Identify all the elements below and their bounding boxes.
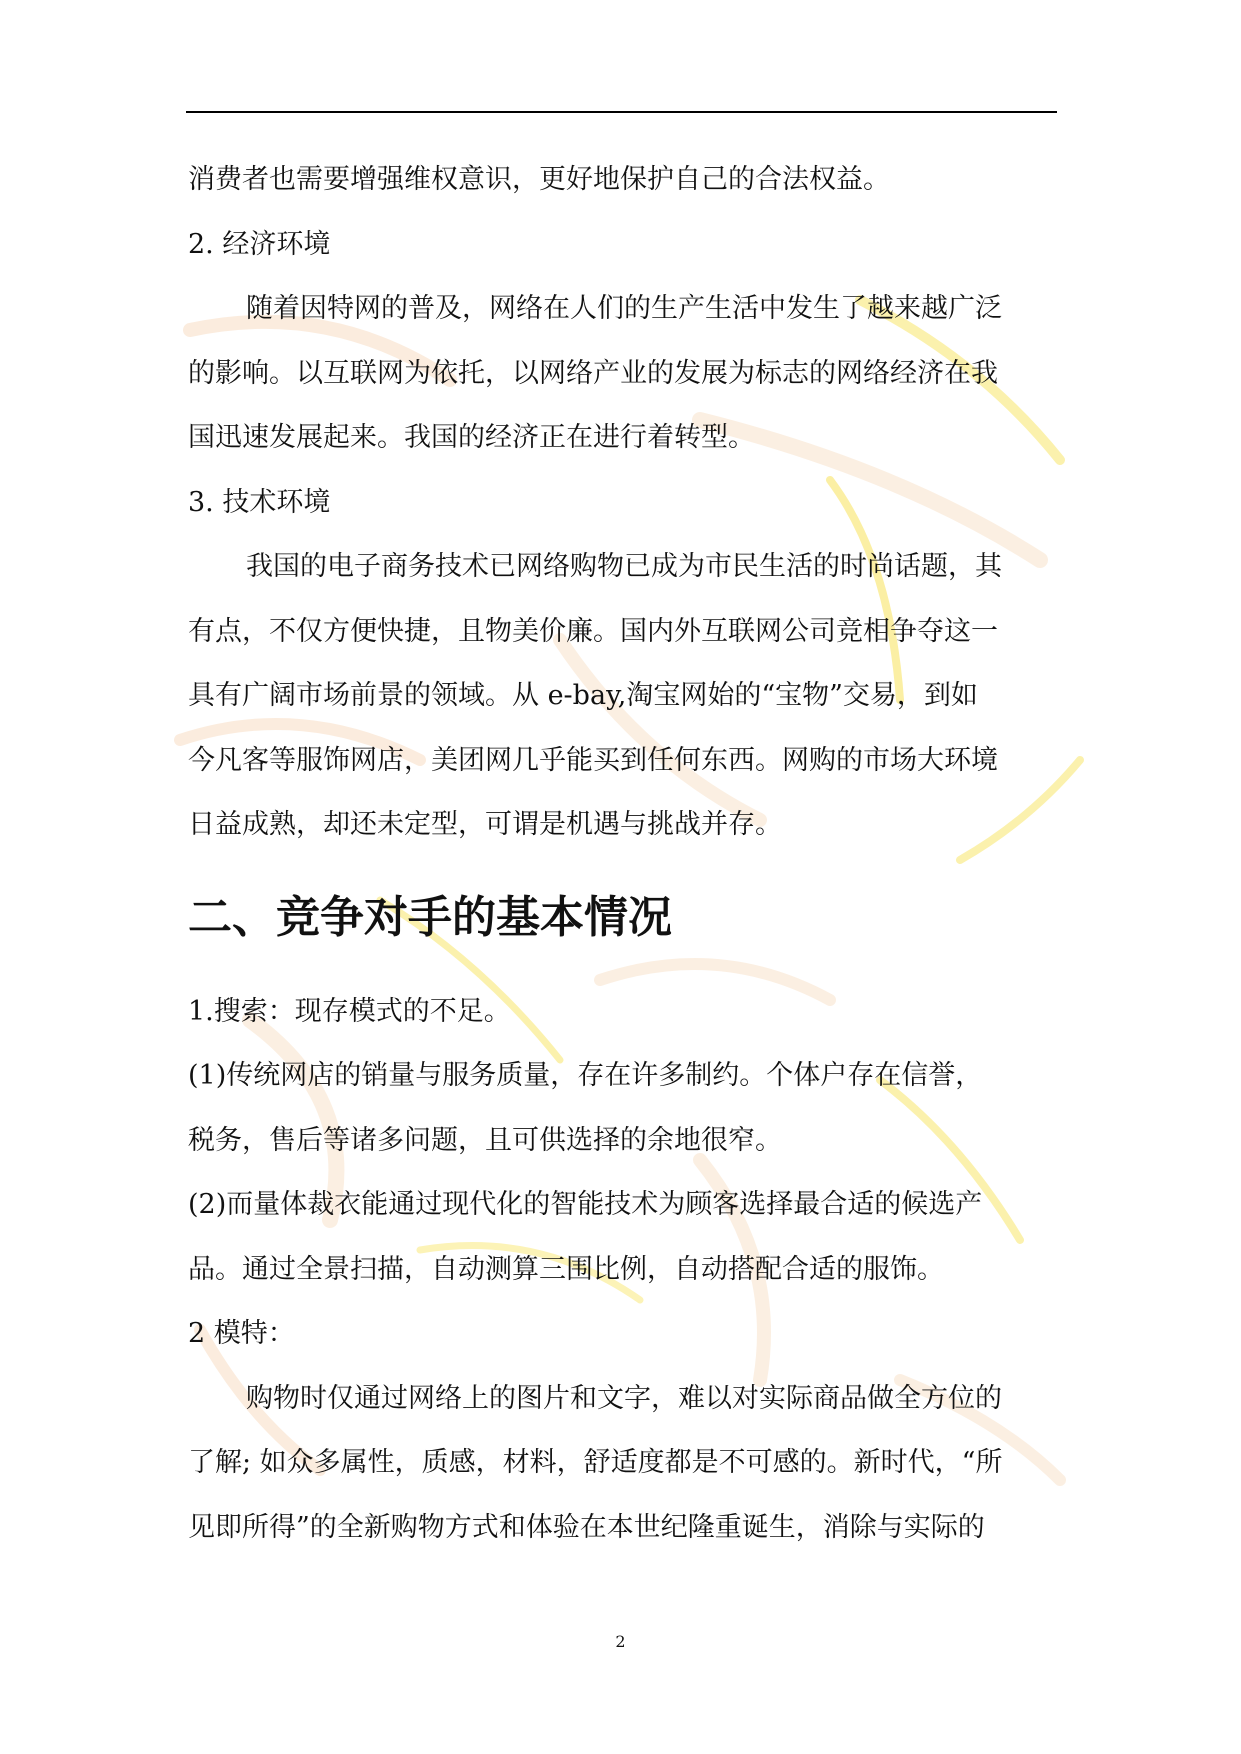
paragraph (188, 1302, 1055, 1367)
paragraphs-before-section (188, 148, 1055, 858)
paragraph-line: (1)传统网店的销量与服务质量，存在许多制约。个体户存在信誉， (188, 1060, 983, 1091)
paragraph-line: 具有广阔市场前景的领域。从 e-bay,淘宝网始的“宝物”交易，到如 (188, 680, 978, 711)
paragraph-line: 1.搜索：现存模式的不足。 (188, 995, 511, 1027)
paragraph (188, 213, 1055, 278)
paragraph (188, 471, 1055, 536)
paragraph-line: 有点，不仅方便快捷，且物美价廉。国内外互联网公司竞相争夺这一 (188, 615, 998, 647)
paragraph-line: 2. 经济环境 (188, 228, 331, 260)
paragraph-line: 了解; 如众多属性，质感，材料，舒适度都是不可感的。新时代，“所 (188, 1447, 1003, 1478)
paragraph (188, 277, 1055, 471)
paragraph-line: 今凡客等服饰网店，美团网几乎能买到任何东西。网购的市场大环境 (188, 744, 998, 776)
paragraph (188, 980, 1055, 1045)
paragraph-line: 的影响。以互联网为依托，以网络产业的发展为标志的网络经济在我 (188, 357, 998, 389)
paragraph-line: 日益成熟，却还未定型，可谓是机遇与挑战并存。 (188, 809, 782, 840)
header-rule (186, 111, 1057, 113)
paragraph-line: 见即所得”的全新购物方式和体验在本世纪隆重诞生，消除与实际的 (188, 1511, 985, 1543)
paragraph-line: (2)而量体裁衣能通过现代化的智能技术为顾客选择最合适的候选产 (188, 1189, 983, 1220)
paragraph-line: 2 模特： (188, 1318, 295, 1349)
paragraphs-after-section (188, 980, 1055, 1561)
paragraph-line: 消费者也需要增强维权意识，更好地保护自己的合法权益。 (188, 164, 890, 195)
paragraph-line: 我国的电子商务技术已网络购物已成为市民生活的时尚话题，其 (246, 551, 1002, 582)
paragraph-line: 品。通过全景扫描，自动测算三围比例，自动搭配合适的服饰。 (188, 1253, 944, 1285)
paragraph (188, 1173, 1055, 1302)
page-number: 2 (615, 1632, 626, 1651)
document-body (188, 148, 1055, 1560)
paragraph-line: 税务，售后等诸多问题，且可供选择的余地很窄。 (188, 1124, 782, 1156)
paragraph (188, 1044, 1055, 1173)
paragraph (188, 1367, 1055, 1561)
paragraph (188, 535, 1055, 858)
section-heading: 二、竞争对手的基本情况 (188, 891, 672, 943)
paragraph-line: 购物时仅通过网络上的图片和文字，难以对实际商品做全方位的 (246, 1382, 1002, 1414)
paragraph (188, 148, 1055, 213)
paragraph-line: 国迅速发展起来。我国的经济正在进行着转型。 (188, 422, 755, 453)
paragraph-line: 随着因特网的普及，网络在人们的生产生活中发生了越来越广泛 (246, 293, 1002, 324)
paragraph-line: 3. 技术环境 (188, 486, 331, 518)
